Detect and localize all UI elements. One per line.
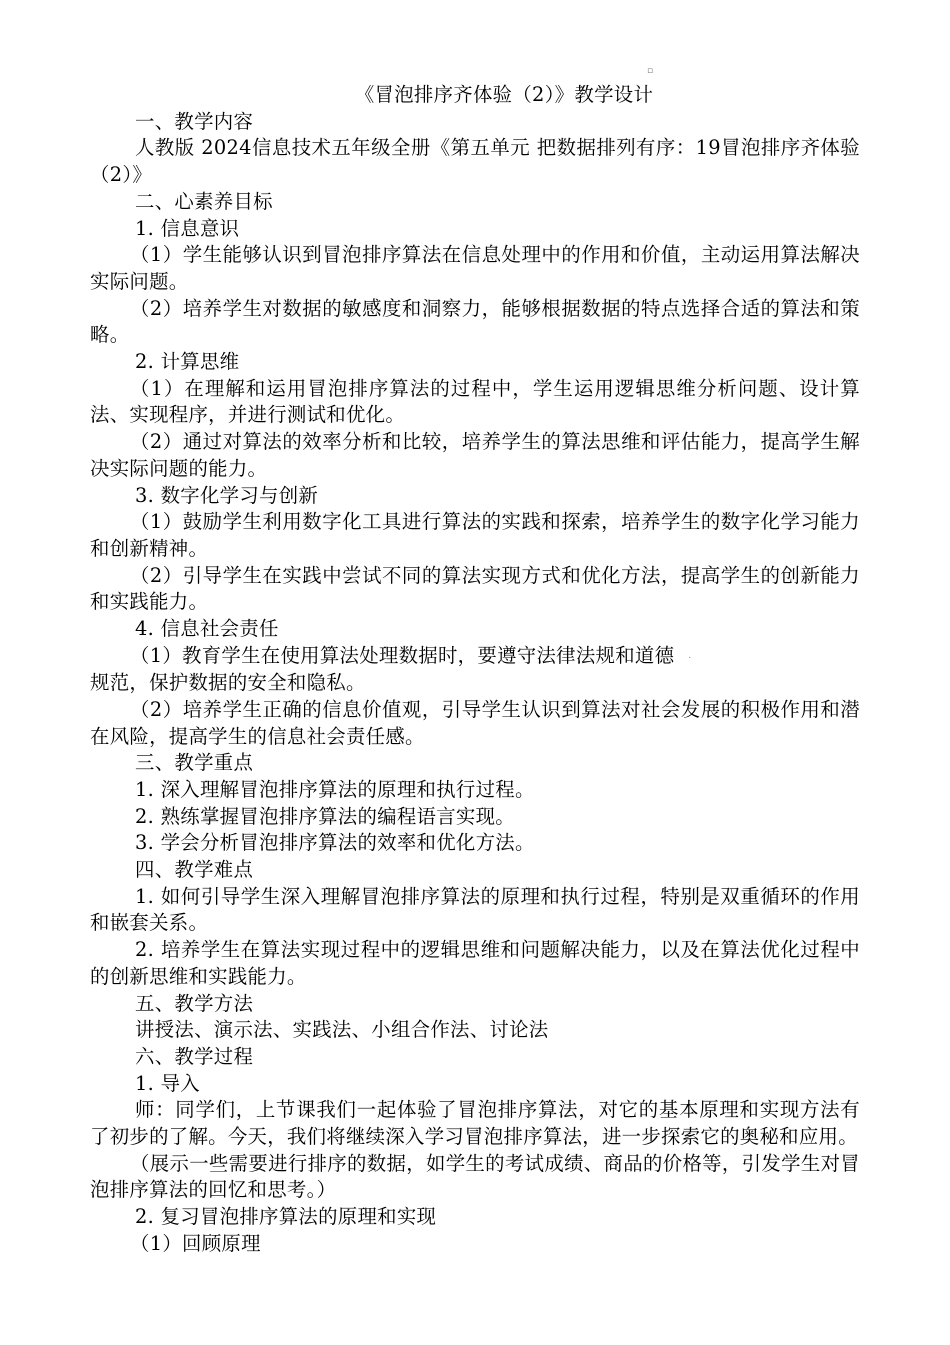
goal3-title: 3. 数字化学习与创新 xyxy=(135,483,319,507)
goal2-paragraph-2: （2）通过对算法的效率分析和比较，培养学生的算法思维和评估能力，提高学生解决实际问题的能力。 xyxy=(90,430,860,480)
section-heading-difficulties: 四、教学难点 xyxy=(135,858,254,882)
section-heading-key-points: 三、教学重点 xyxy=(135,751,254,775)
goal1-paragraph-1: （1）学生能够认识到冒泡排序算法在信息处理中的作用和价值，主动运用算法解决实际问题。 xyxy=(90,243,860,293)
goal2-paragraph-1: （1）在理解和运用冒泡排序算法的过程中，学生运用逻辑思维分析问题、设计算法、实现程序，并进行测试和优化。 xyxy=(90,376,860,427)
document-body xyxy=(90,82,860,1258)
key-point-3: 3. 学会分析冒泡排序算法的效率和优化方法。 xyxy=(135,831,535,855)
goal4-paragraph-1a xyxy=(90,643,860,670)
goal3-paragraph-1: （1）鼓励学生利用数字化工具进行算法的实践和探索，培养学生的数字化学习能力和创新精神。 xyxy=(90,510,860,560)
step1-paragraph-1: 师：同学们，上节课我们一起体验了冒泡排序算法，对它的基本原理和实现方法有了初步的了解。今天，我们将继续深入学习冒泡排序算法，进一步探索它的奥秘和应用。 xyxy=(90,1098,860,1149)
goal1-paragraph-2: （2）培养学生对数据的敏感度和洞察力，能够根据数据的特点选择合适的算法和策略。 xyxy=(90,296,860,347)
goal4-paragraph-1b: 规范，保护数据的安全和隐私。 xyxy=(90,671,366,695)
step2-subitem-1: （1）回顾原理 xyxy=(130,1231,261,1255)
step2-title: 2. 复习冒泡排序算法的原理和实现 xyxy=(135,1205,437,1229)
goal1-title: 1. 信息意识 xyxy=(135,216,240,240)
stray-dot-mark: . xyxy=(688,651,692,662)
difficulty-1: 1. 如何引导学生深入理解冒泡排序算法的原理和执行过程，特别是双重循环的作用和嵌套关系。 xyxy=(90,884,860,935)
step1-paragraph-2: （展示一些需要进行排序的数据，如学生的考试成绩、商品的价格等，引发学生对冒泡排序算法的回忆和思考。） xyxy=(90,1151,860,1202)
section-heading-process: 六、教学过程 xyxy=(135,1044,254,1068)
methods-text: 讲授法、演示法、实践法、小组合作法、讨论法 xyxy=(135,1018,549,1042)
top-mark: ▫ xyxy=(647,66,654,76)
step1-title: 1. 导入 xyxy=(135,1071,200,1095)
document-title: 《冒泡排序齐体验（2）》教学设计 xyxy=(354,83,654,106)
goal4-paragraph-1a-text: （1）教育学生在使用算法处理数据时，要遵守法律法规和道德 xyxy=(130,643,675,667)
goal4-title: 4. 信息社会责任 xyxy=(135,617,279,641)
goal3-paragraph-2: （2）引导学生在实践中尝试不同的算法实现方式和优化方法，提高学生的创新能力和实践能力。 xyxy=(90,563,860,614)
difficulty-2: 2. 培养学生在算法实现过程中的逻辑思维和问题解决能力，以及在算法优化过程中的创新思维和实践能力。 xyxy=(90,938,860,988)
goal4-paragraph-2: （2）培养学生正确的信息价值观，引导学生认识到算法对社会发展的积极作用和潜在风险，提高学生的信息社会责任感。 xyxy=(90,697,860,748)
content-text: 人教版 2024信息技术五年级全册《第五单元 把数据排列有序：19冒泡排序齐体验（2）》 xyxy=(90,136,860,187)
goal2-title: 2. 计算思维 xyxy=(135,350,240,374)
section-heading-goals: 二、心素养目标 xyxy=(135,189,273,213)
key-point-1: 1. 深入理解冒泡排序算法的原理和执行过程。 xyxy=(135,777,535,801)
section-heading-methods: 五、教学方法 xyxy=(135,991,254,1015)
key-point-2: 2. 熟练掌握冒泡排序算法的编程语言实现。 xyxy=(135,804,515,828)
section-heading-content: 一、教学内容 xyxy=(135,109,254,133)
